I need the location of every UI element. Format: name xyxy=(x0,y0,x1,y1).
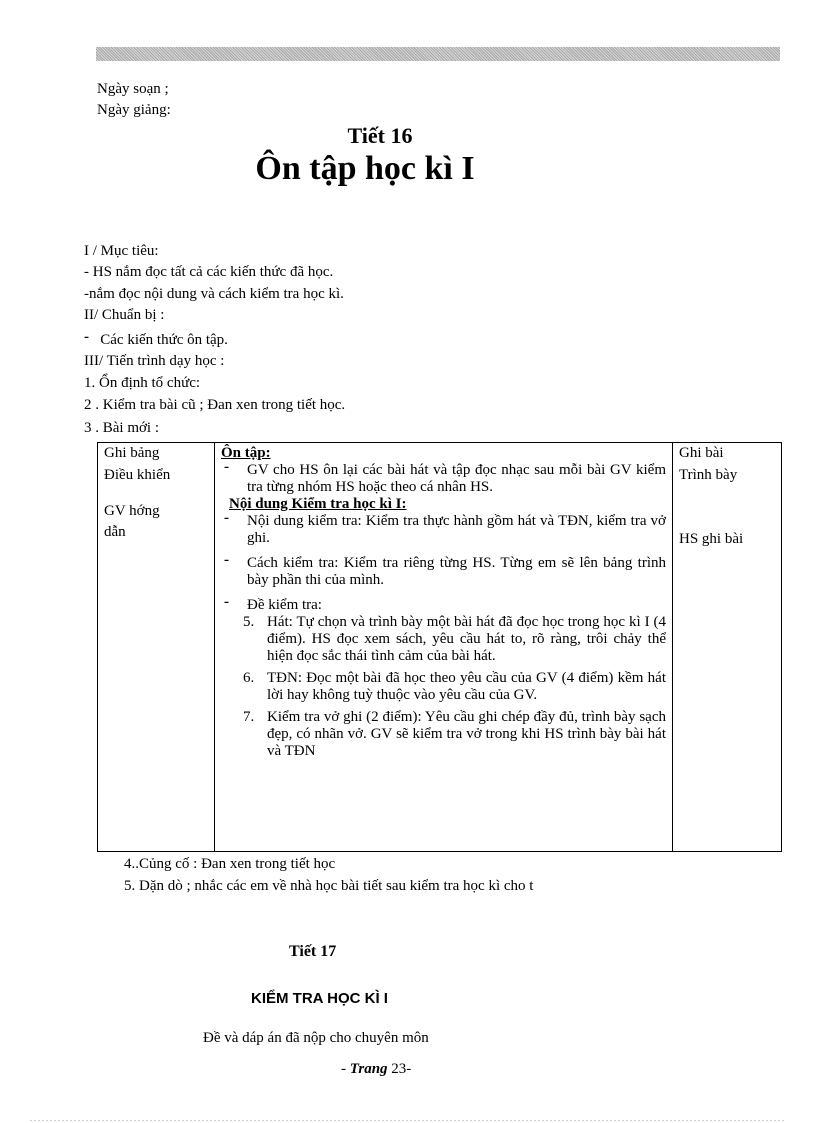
exam-item: 5. Hát: Tự chọn và trình bày một bài hát đã đọc học trong học kì I (4 điểm). HS đọc xem sách, yêu cầu hát to, rõ ràng, trôi chảy thể hiện đọc sắc thái tình cảm của bài hát. xyxy=(243,614,666,664)
trinh-bay: Trình bày xyxy=(679,467,738,483)
review-bullet: - GV cho HS ôn lại các bài hát và tập đọc nhạc sau mỗi bài GV kiểm tra từng nhóm HS hoặc theo cá nhân HS. xyxy=(221,462,666,496)
lesson17-period: Tiết 17 xyxy=(289,943,337,960)
hs-ghi-bai: HS ghi bài xyxy=(679,531,744,547)
lesson16-period: Tiết 16 xyxy=(347,123,413,148)
objectives-heading: I / Mục tiêu: xyxy=(84,243,159,259)
footer-divider xyxy=(30,1120,786,1121)
content-bullet xyxy=(221,597,666,614)
page-number: - Trang 23- xyxy=(341,1061,412,1077)
exam-heading: Đề kiểm tra: xyxy=(247,597,322,613)
objective-item: -nắm đọc nội dung và cách kiểm tra học kì. xyxy=(84,286,344,302)
gv-hong: GV hớng xyxy=(104,503,160,519)
content-column xyxy=(215,443,673,852)
preparation-item: - Các kiến thức ôn tập. xyxy=(84,329,228,348)
ngay-soan: Ngày soạn ; xyxy=(97,81,169,97)
teacher-column xyxy=(98,443,215,852)
lesson16-title: Ôn tập học kì I xyxy=(255,150,475,187)
review-heading: Ôn tập: xyxy=(221,445,271,461)
objective-item: - HS nắm đọc tất cả các kiến thức đã học. xyxy=(84,264,334,280)
header-bar xyxy=(96,47,780,61)
process-step2: 2 . Kiểm tra bài cũ ; Đan xen trong tiết học. xyxy=(84,397,346,413)
exam-item: 7. Kiểm tra vở ghi (2 điểm): Yêu cầu ghi chép đầy đủ, trình bày sạch đẹp, có nhãn vở. GV sẽ kiểm tra vở trong khi HS trình bày bài hát và TĐN xyxy=(243,709,666,759)
closing-step4: 4..Củng cố : Đan xen trong tiết học xyxy=(124,856,336,872)
process-step3: 3 . Bài mới : xyxy=(84,420,160,436)
lesson-table xyxy=(97,442,782,852)
process-step1: 1. Ổn định tổ chức: xyxy=(84,375,201,391)
student-column xyxy=(673,443,782,852)
content-bullet: - Cách kiểm tra: Kiểm tra riêng từng HS. Từng em sẽ lên bảng trình bày phần thi của mình. xyxy=(221,555,666,589)
dieu-khien: Điều khiển xyxy=(104,467,171,483)
closing-step5: 5. Dặn dò ; nhắc các em về nhà học bài tiết sau kiểm tra học kì cho t xyxy=(124,878,534,894)
lesson17-note: Đề và dáp án đã nộp cho chuyên môn xyxy=(203,1030,429,1046)
preparation-heading: II/ Chuẩn bị : xyxy=(84,307,165,323)
lesson17-title: KIỂM TRA HỌC KÌ I xyxy=(251,990,388,1007)
ghi-bang: Ghi bảng xyxy=(104,445,160,461)
content-bullet: - Nội dung kiểm tra: Kiểm tra thực hành gồm hát và TĐN, kiểm tra vở ghi. xyxy=(221,513,666,547)
dan: dẫn xyxy=(104,524,126,540)
exam-item: 6. TĐN: Đọc một bài đã học theo yêu cầu của GV (4 điểm) kềm hát lời hay không tuỳ thuộc vào yêu cầu của GV. xyxy=(243,670,666,703)
ghi-bai: Ghi bài xyxy=(679,445,724,461)
content-heading: Nội dung Kiểm tra học kì I: xyxy=(229,496,407,512)
process-heading: III/ Tiến trình dạy học : xyxy=(84,353,225,369)
ngay-giang: Ngày giảng: xyxy=(97,102,171,118)
